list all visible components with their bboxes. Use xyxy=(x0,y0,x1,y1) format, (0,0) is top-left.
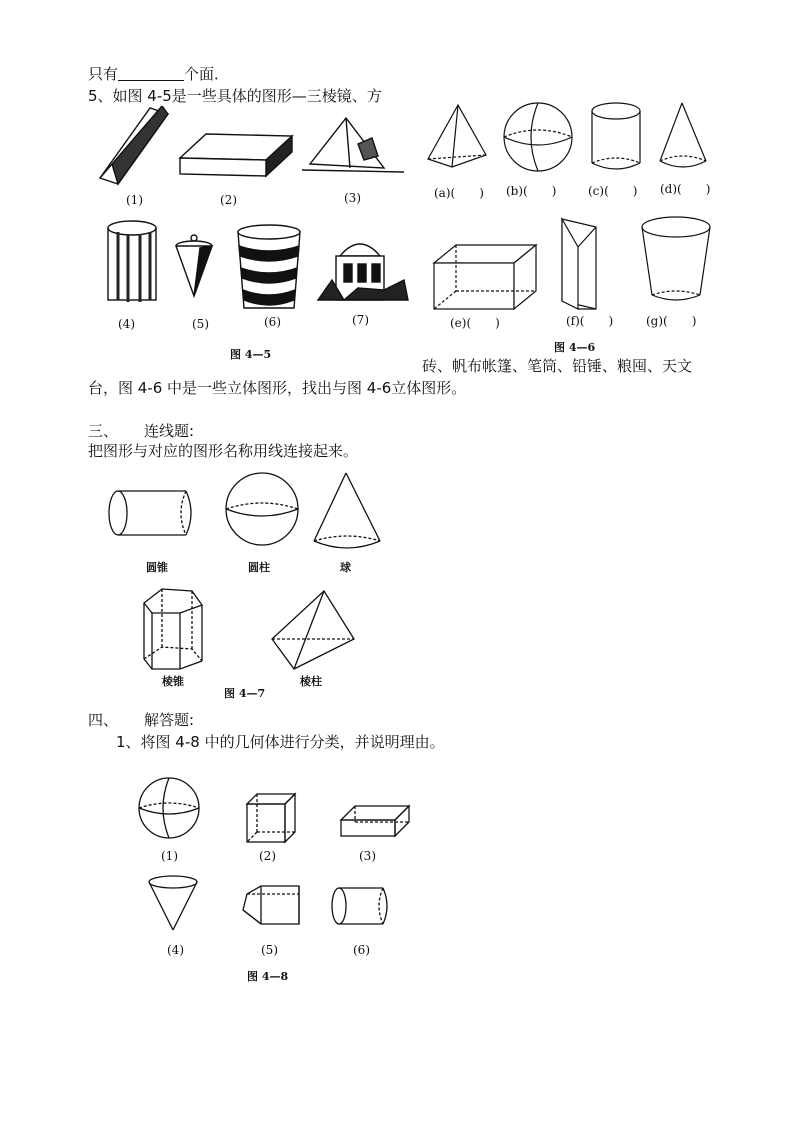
section-4-number: 四、 xyxy=(88,711,119,729)
fig46-label-d: (d)( ) xyxy=(660,182,711,196)
fig45-label-6: (6) xyxy=(264,315,281,329)
fig46-caption: 图 4—6 xyxy=(554,341,596,353)
frustum-drawing xyxy=(642,217,710,300)
section-4-heading xyxy=(88,710,194,730)
fig45-label-2: (2) xyxy=(220,193,237,207)
q5-line-3: 台，图 4-6 中是一些立体图形，找出与图 4-6立体图形。 xyxy=(88,379,467,397)
fig45-label-4: (4) xyxy=(118,317,135,331)
granary-drawing xyxy=(238,225,300,308)
plumb-bob-drawing xyxy=(176,235,212,296)
q5-line-1: 5、如图 4-5是一些具体的图形—三棱镜、方 xyxy=(88,87,382,105)
triangular-prism-drawing xyxy=(243,886,299,924)
brick-drawing xyxy=(180,134,292,176)
fig46-label-b: (b)( ) xyxy=(506,184,557,198)
fig45-label-5: (5) xyxy=(192,317,209,331)
section-4-title: 解答题: xyxy=(144,711,195,729)
cube-drawing xyxy=(247,794,295,842)
fig45-caption: 图 4—5 xyxy=(230,348,272,361)
figure-4-5 xyxy=(88,106,410,368)
cone-drawing xyxy=(660,103,706,167)
fig47-caption: 图 4—7 xyxy=(224,687,266,700)
fig47-name-5: 棱柱 xyxy=(300,675,322,688)
horizontal-cylinder-drawing xyxy=(109,491,191,535)
cone-drawing xyxy=(314,473,380,548)
cuboid-drawing xyxy=(434,245,536,309)
fig47-name-3: 球 xyxy=(340,561,351,574)
fig48-label-6: (6) xyxy=(353,943,370,957)
fig46-label-g: (g)( ) xyxy=(646,314,697,328)
fig47-name-4: 棱锥 xyxy=(162,675,184,688)
pen-holder-drawing xyxy=(108,221,156,302)
figure-4-6 xyxy=(416,95,728,353)
fig48-label-3: (3) xyxy=(359,849,376,863)
section-3-number: 三、 xyxy=(88,422,119,440)
fig45-label-3: (3) xyxy=(344,191,361,205)
sphere-drawing xyxy=(504,103,572,171)
q4-tail-line xyxy=(88,64,229,84)
figure-4-8 xyxy=(115,758,411,994)
triangular-prism-drawing xyxy=(562,219,596,309)
section-3-instruction: 把图形与对应的图形名称用线连接起来。 xyxy=(88,442,359,460)
answer-blank[interactable] xyxy=(118,66,184,81)
section-3-title: 连线题: xyxy=(144,422,195,440)
fig45-label-1: (1) xyxy=(126,193,143,207)
figure-4-7 xyxy=(88,463,410,704)
prism-drawing xyxy=(100,106,168,184)
fig48-caption: 图 4—8 xyxy=(247,970,289,983)
cylinder-drawing xyxy=(592,103,640,169)
fig47-name-1: 圆锥 xyxy=(146,561,168,574)
inverted-cone-drawing xyxy=(149,876,197,930)
pentagonal-prism-drawing xyxy=(144,589,202,669)
horizontal-cylinder-drawing xyxy=(332,888,387,924)
q5-line-2: 砖、帆布帐篷、笔筒、铅锤、粮囤、天文 xyxy=(422,357,693,375)
fig48-label-1: (1) xyxy=(161,849,178,863)
fig48-label-5: (5) xyxy=(261,943,278,957)
fig48-label-4: (4) xyxy=(167,943,184,957)
sphere-drawing xyxy=(226,473,298,545)
fig47-name-2: 圆柱 xyxy=(248,561,270,574)
section-3-heading xyxy=(88,421,194,441)
fig45-label-7: (7) xyxy=(352,313,369,327)
sphere-drawing xyxy=(139,778,199,838)
observatory-drawing xyxy=(318,244,408,300)
tent-drawing xyxy=(302,118,404,172)
q4-suffix: 个面． xyxy=(184,65,230,83)
fig46-label-c: (c)( ) xyxy=(588,184,638,198)
fig46-label-f: (f)( ) xyxy=(566,314,614,328)
fig48-label-2: (2) xyxy=(259,849,276,863)
pyramid-drawing xyxy=(428,105,486,167)
cuboid-drawing xyxy=(341,806,409,836)
tetrahedron-drawing xyxy=(272,591,354,669)
section-4-question-1: 1、将图 4-8 中的几何体进行分类，并说明理由。 xyxy=(116,733,445,751)
fig46-label-a: (a)( ) xyxy=(434,186,484,200)
fig46-label-e: (e)( ) xyxy=(450,316,500,330)
q4-prefix: 只有 xyxy=(88,65,119,83)
